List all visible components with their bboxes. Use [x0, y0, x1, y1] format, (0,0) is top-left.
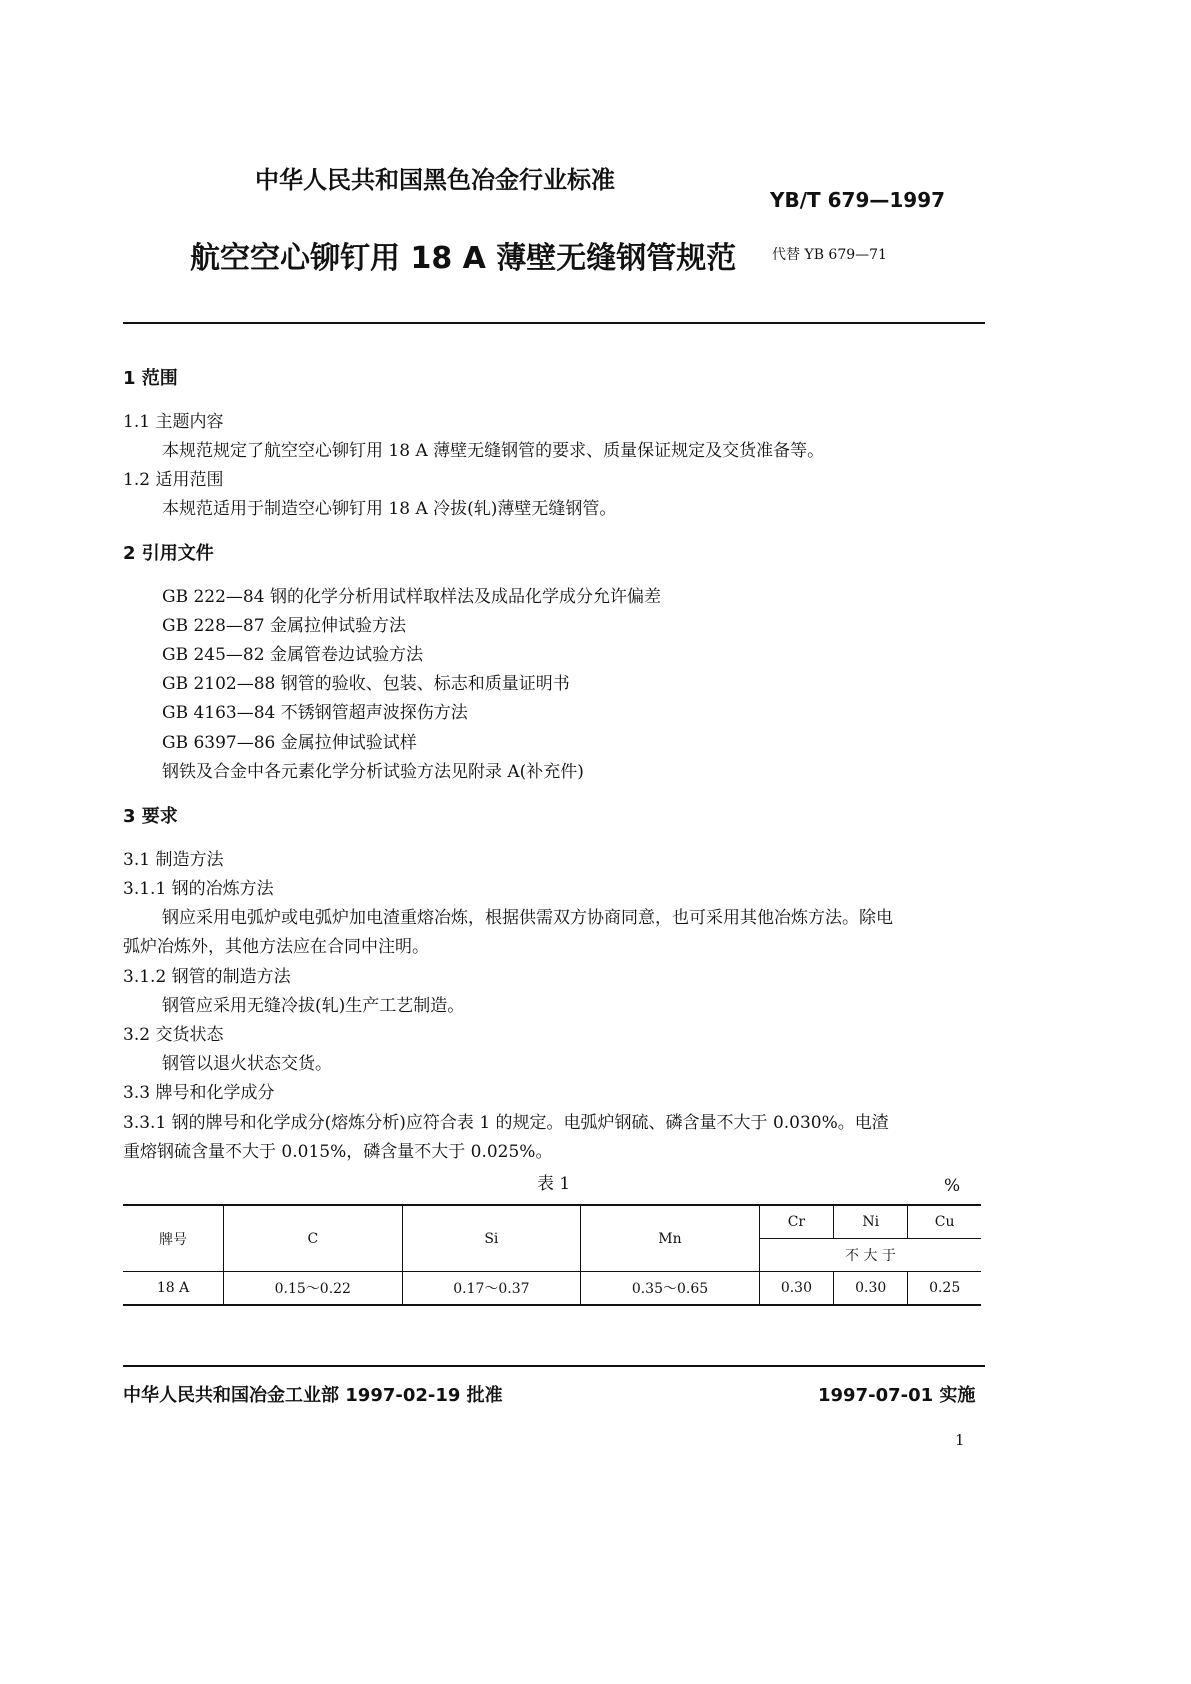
standard-code: YB/T 679—1997	[770, 188, 946, 212]
paragraph-line: 3.3 牌号和化学成分	[123, 1083, 275, 1103]
paragraph-line: 3.2 交货状态	[123, 1025, 224, 1045]
paragraph-line: 本规范适用于制造空心铆钉用 18 A 冷拔(轧)薄壁无缝钢管。	[162, 499, 617, 519]
table-row	[123, 1272, 981, 1306]
paragraph-line: GB 4163—84 不锈钢管超声波探伤方法	[162, 703, 468, 723]
paragraph-line: 钢铁及合金中各元素化学分析试验方法见附录 A(补充件)	[162, 762, 584, 782]
paragraph-line: 本规范规定了航空空心铆钉用 18 A 薄壁无缝钢管的要求、质量保证规定及交货准备等。	[162, 441, 825, 461]
paragraph-line: 3.1.2 钢管的制造方法	[123, 967, 291, 987]
paragraph-line: GB 245—82 金属管卷边试验方法	[162, 645, 423, 665]
cell-ni: 0.30	[834, 1272, 908, 1306]
replaces-note: 代替 YB 679—71	[772, 247, 887, 263]
cell-si: 0.17～0.37	[402, 1272, 581, 1306]
cell-grade: 18 A	[123, 1272, 224, 1306]
header-divider	[123, 322, 985, 324]
cell-mn: 0.35～0.65	[581, 1272, 760, 1306]
paragraph-line: GB 6397—86 金属拉伸试验试样	[162, 733, 417, 753]
composition-table	[123, 1204, 981, 1306]
paragraph-line: GB 228—87 金属拉伸试验方法	[162, 616, 406, 636]
section-heading: 3 要求	[123, 806, 178, 827]
paragraph-line: 3.1.1 钢的冶炼方法	[123, 879, 274, 899]
cell-c: 0.15～0.22	[224, 1272, 403, 1306]
th-cu: Cu	[908, 1205, 981, 1239]
paragraph-line: 1.2 适用范围	[123, 470, 224, 490]
th-c: C	[224, 1205, 403, 1272]
th-max: 不 大 于	[759, 1239, 981, 1272]
paragraph-line: 3.3.1 钢的牌号和化学成分(熔炼分析)应符合表 1 的规定。电弧炉钢硫、磷含量不大于 0.030%。电渣	[123, 1113, 889, 1133]
document-title: 航空空心铆钉用 18 A 薄壁无缝钢管规范	[190, 241, 737, 276]
paragraph-line: 钢管应采用无缝冷拔(轧)生产工艺制造。	[162, 996, 465, 1016]
th-si: Si	[402, 1205, 581, 1272]
page-number: 1	[955, 1431, 965, 1449]
approval: 中华人民共和国冶金工业部 1997-02-19 批准	[123, 1385, 503, 1406]
paragraph-line: GB 2102—88 钢管的验收、包装、标志和质量证明书	[162, 674, 570, 694]
effective-date: 1997-07-01 实施	[818, 1385, 976, 1406]
th-grade: 牌号	[123, 1205, 224, 1272]
table-caption: 表 1	[537, 1174, 571, 1194]
section-heading: 2 引用文件	[123, 543, 214, 564]
th-cr: Cr	[759, 1205, 833, 1239]
paragraph-line: GB 222—84 钢的化学分析用试样取样法及成品化学成分允许偏差	[162, 587, 661, 607]
section-heading: 1 范围	[123, 368, 178, 389]
paragraph-line: 钢应采用电弧炉或电弧炉加电渣重熔冶炼，根据供需双方协商同意，也可采用其他冶炼方法。除电	[162, 908, 893, 928]
cell-cu: 0.25	[908, 1272, 981, 1306]
footer-divider	[123, 1365, 985, 1367]
paragraph-line: 弧炉冶炼外，其他方法应在合同中注明。	[123, 937, 429, 957]
paragraph-line: 1.1 主题内容	[123, 412, 224, 432]
paragraph-line: 3.1 制造方法	[123, 850, 224, 870]
paragraph-line: 重熔钢硫含量不大于 0.015%，磷含量不大于 0.025%。	[123, 1142, 553, 1162]
th-mn: Mn	[581, 1205, 760, 1272]
cell-cr: 0.30	[759, 1272, 833, 1306]
paragraph-line: 钢管以退火状态交货。	[162, 1054, 332, 1074]
table-unit: %	[944, 1176, 961, 1196]
th-ni: Ni	[834, 1205, 908, 1239]
issuer: 中华人民共和国黑色冶金行业标准	[255, 166, 615, 194]
